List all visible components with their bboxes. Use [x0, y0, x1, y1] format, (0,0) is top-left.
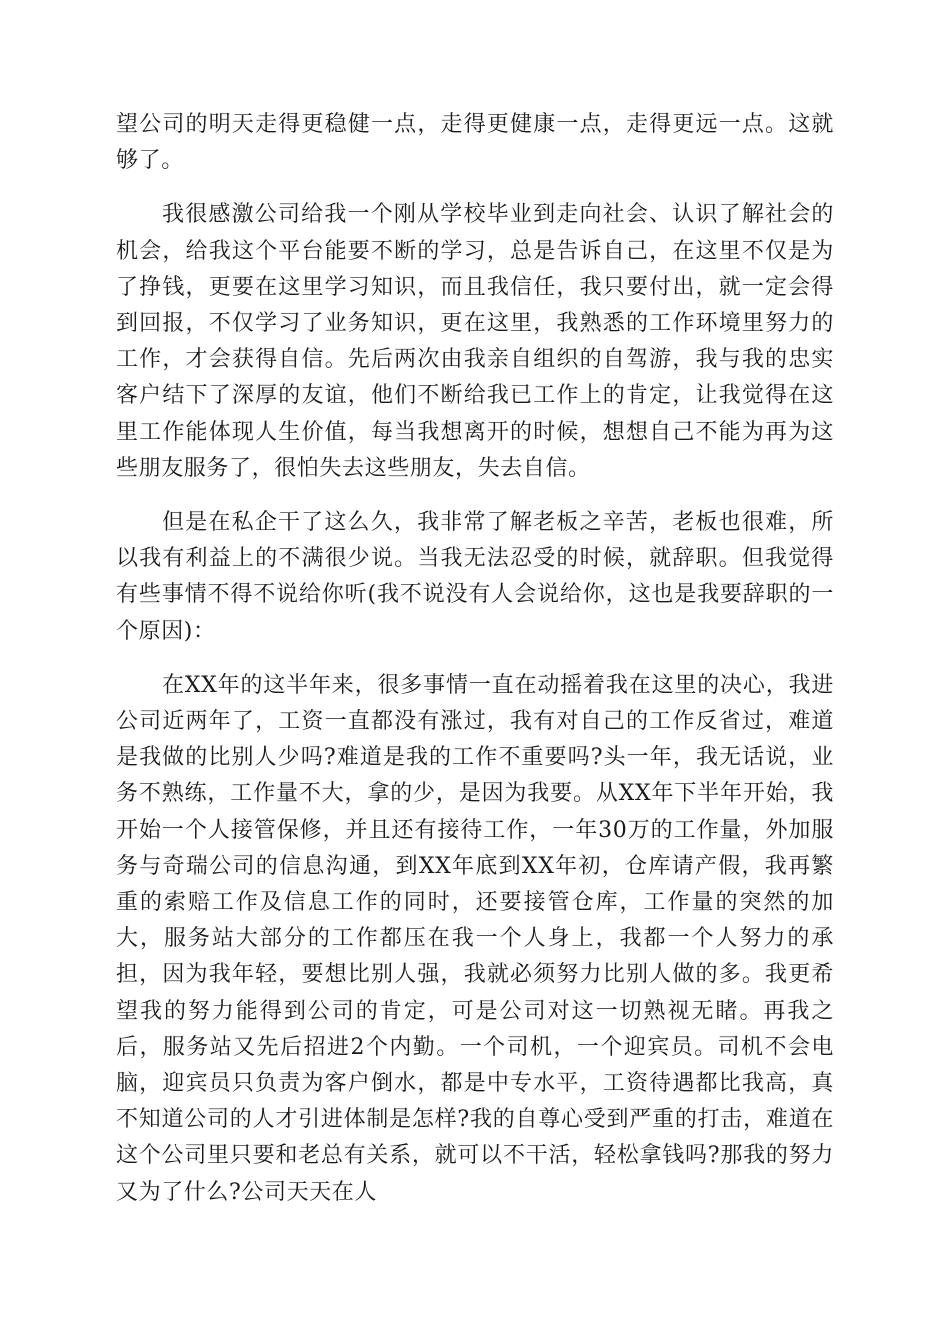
document-body [116, 107, 834, 1229]
paragraph-2: 我很感激公司给我一个刚从学校毕业到走向社会、认识了解社会的机会，给我这个平台能要不断的学习，总是告诉自己，在这里不仅是为了挣钱，更要在这里学习知识，而且我信任，我只要付出，就一定会得到回报，不仅学习了业务知识，更在这里，我熟悉的工作环境里努力的工作，才会获得自信。先后两次由我亲自组织的自驾游，我与我的忠实客户结下了深厚的友谊，他们不断给我已工作上的肯定，让我觉得在这里工作能体现人生价值，每当我想离开的时候，想想自己不能为再为这些朋友服务了，很怕失去这些朋友，失去自信。 [116, 202, 834, 481]
paragraph-1: 望公司的明天走得更稳健一点，走得更健康一点，走得更远一点。这就够了。 [116, 112, 834, 174]
paragraph-3: 但是在私企干了这么久，我非常了解老板之辛苦，老板也很难，所以我有利益上的不满很少说。当我无法忍受的时候，就辞职。但我觉得有些事情不得不说给你听(我不说没有人会说给你，这也是我要辞职的一个原因)： [116, 510, 834, 644]
paragraph-4: 在XX年的这半年来，很多事情一直在动摇着我在这里的决心，我进公司近两年了，工资一直都没有涨过，我有对自己的工作反省过，难道是我做的比别人少吗?难道是我的工作不重要吗?头一年，我无话说，业务不熟练，工作量不大，拿的少，是因为我要。从XX年下半年开始，我开始一个人接管保修，并且还有接待工作，一年30万的工作量，外加服务与奇瑞公司的信息沟通，到XX年底到XX年初，仓库请产假，我再繁重的索赔工作及信息工作的同时，还要接管仓库，工作量的突然的加大，服务站大部分的工作都压在我一个人身上，我都一个人努力的承担，因为我年轻，要想比别人强，我就必须努力比别人做的多。我更希望我的努力能得到公司的肯定，可是公司对这一切熟视无睹。再我之后，服务站又先后招进2个内勤。一个司机，一个迎宾员。司机不会电脑，迎宾员只负责为客户倒水，都是中专水平，工资待遇都比我高，真不知道公司的人才引进体制是怎样?我的自尊心受到严重的打击，难道在这个公司里只要和老总有关系，就可以不干活，轻松拿钱吗?那我的努力又为了什么?公司天天在人 [116, 672, 834, 1205]
